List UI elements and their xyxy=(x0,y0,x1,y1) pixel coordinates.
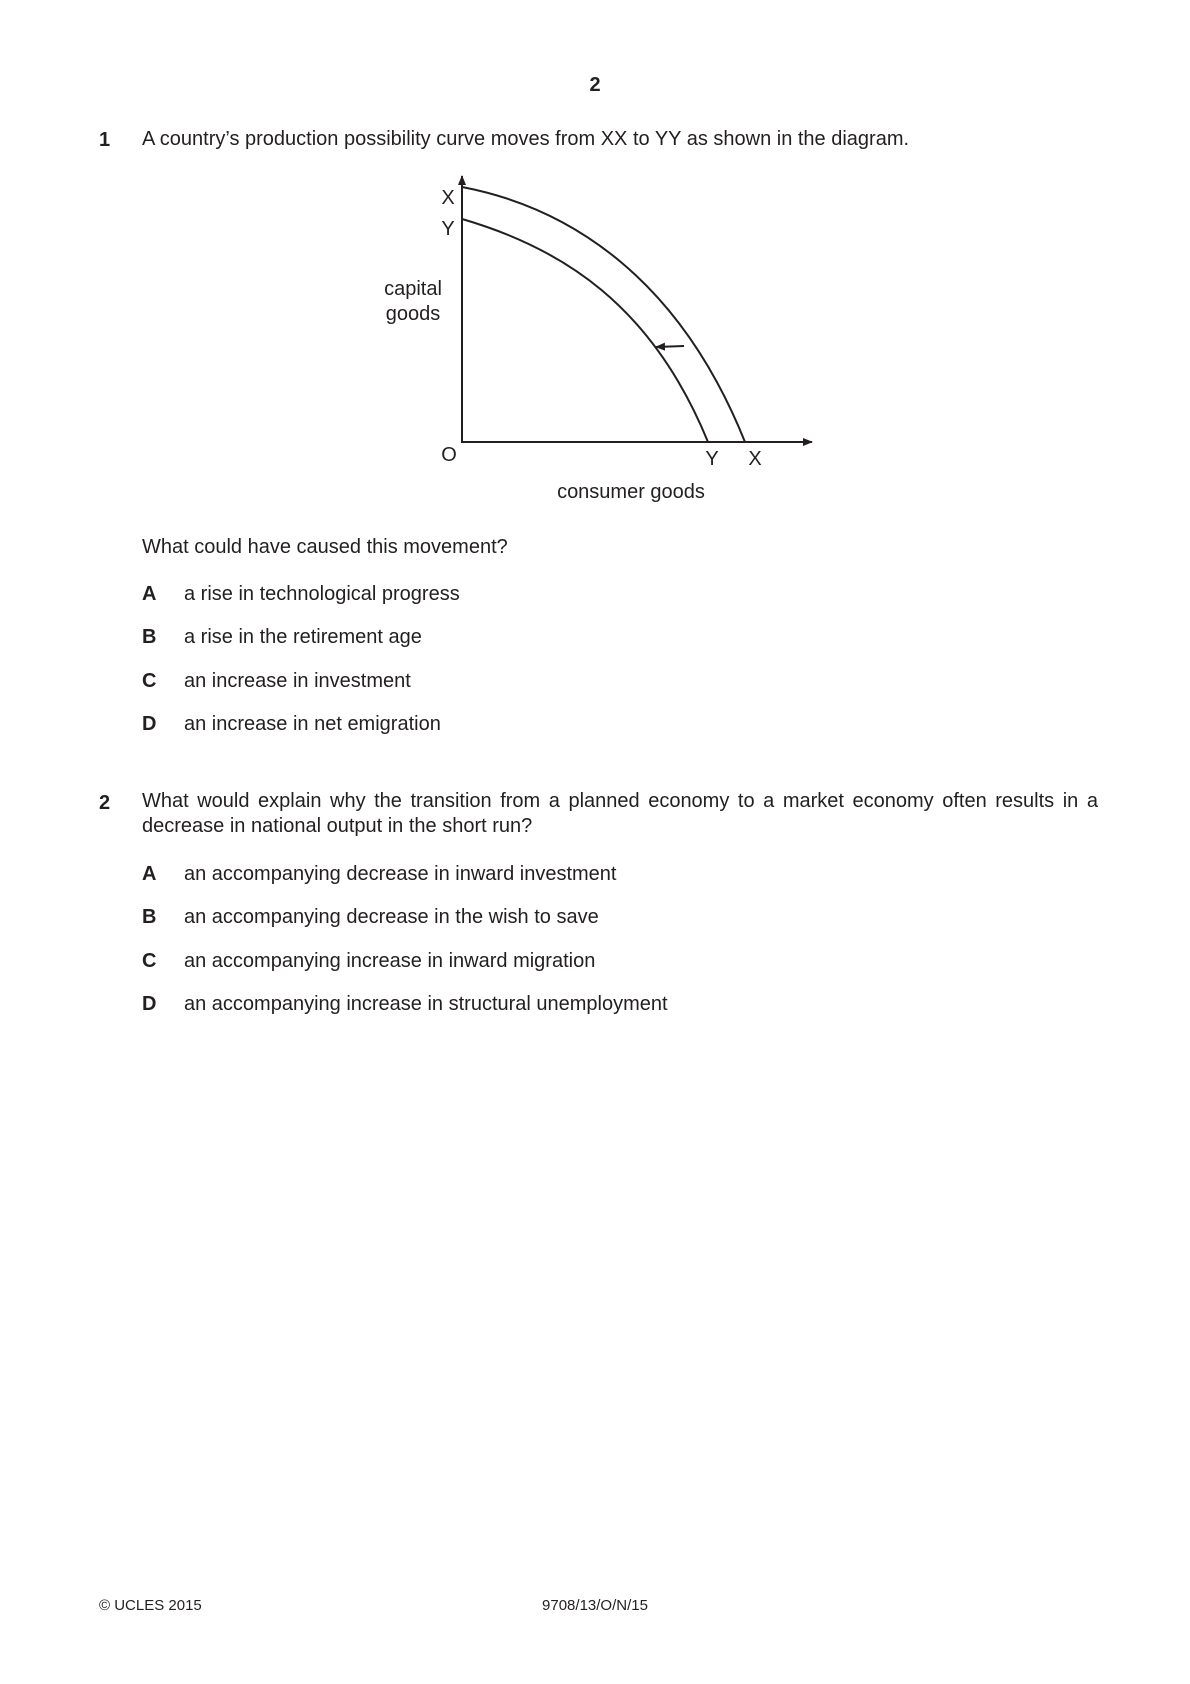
option-text: an increase in investment xyxy=(184,670,411,692)
option-text: an accompanying increase in inward migration xyxy=(184,950,596,972)
y-axis-outer-curve-label: X xyxy=(441,187,455,209)
question-stem: A country’s production possibility curve moves from XX to YY as shown in the diagram. xyxy=(142,128,910,150)
option-letter: C xyxy=(142,950,157,972)
option-letter: A xyxy=(142,863,157,885)
ppc-curve-yy xyxy=(462,219,708,442)
option-text: an accompanying decrease in inward investment xyxy=(184,863,617,885)
question-prompt: What could have caused this movement? xyxy=(142,536,508,558)
origin-label: O xyxy=(441,444,457,466)
option-letter: D xyxy=(142,713,157,735)
y-axis-label-line2: goods xyxy=(385,303,441,325)
option-text: an accompanying increase in structural unemployment xyxy=(184,993,668,1015)
x-axis-inner-curve-label: Y xyxy=(705,448,719,470)
option-letter: B xyxy=(142,906,157,928)
footer-paper-code: 9708/13/O/N/15 xyxy=(542,1597,648,1614)
question-stem: What would explain why the transition from a planned economy to a market economy often results in a decrease in national output in the short run? xyxy=(142,790,1098,837)
option-letter: A xyxy=(142,583,157,605)
ppc-curve-xx xyxy=(462,187,745,442)
production-possibility-diagram xyxy=(360,170,820,510)
question-number: 1 xyxy=(99,129,111,151)
option-text: an accompanying decrease in the wish to save xyxy=(184,906,599,928)
x-axis-label: consumer goods xyxy=(557,481,705,503)
option-letter: D xyxy=(142,993,157,1015)
question-number: 2 xyxy=(99,792,111,814)
y-axis-label-line1: capital xyxy=(384,278,442,300)
inward-shift-arrow xyxy=(656,346,684,347)
option-letter: C xyxy=(142,670,157,692)
option-text: a rise in the retirement age xyxy=(184,626,422,648)
option-text: an increase in net emigration xyxy=(184,713,441,735)
option-text: a rise in technological progress xyxy=(184,583,460,605)
option-letter: B xyxy=(142,626,157,648)
page-number: 2 xyxy=(589,74,601,96)
x-axis-outer-curve-label: X xyxy=(748,448,762,470)
y-axis-inner-curve-label: Y xyxy=(441,218,455,240)
footer-copyright: © UCLES 2015 xyxy=(99,1597,202,1614)
